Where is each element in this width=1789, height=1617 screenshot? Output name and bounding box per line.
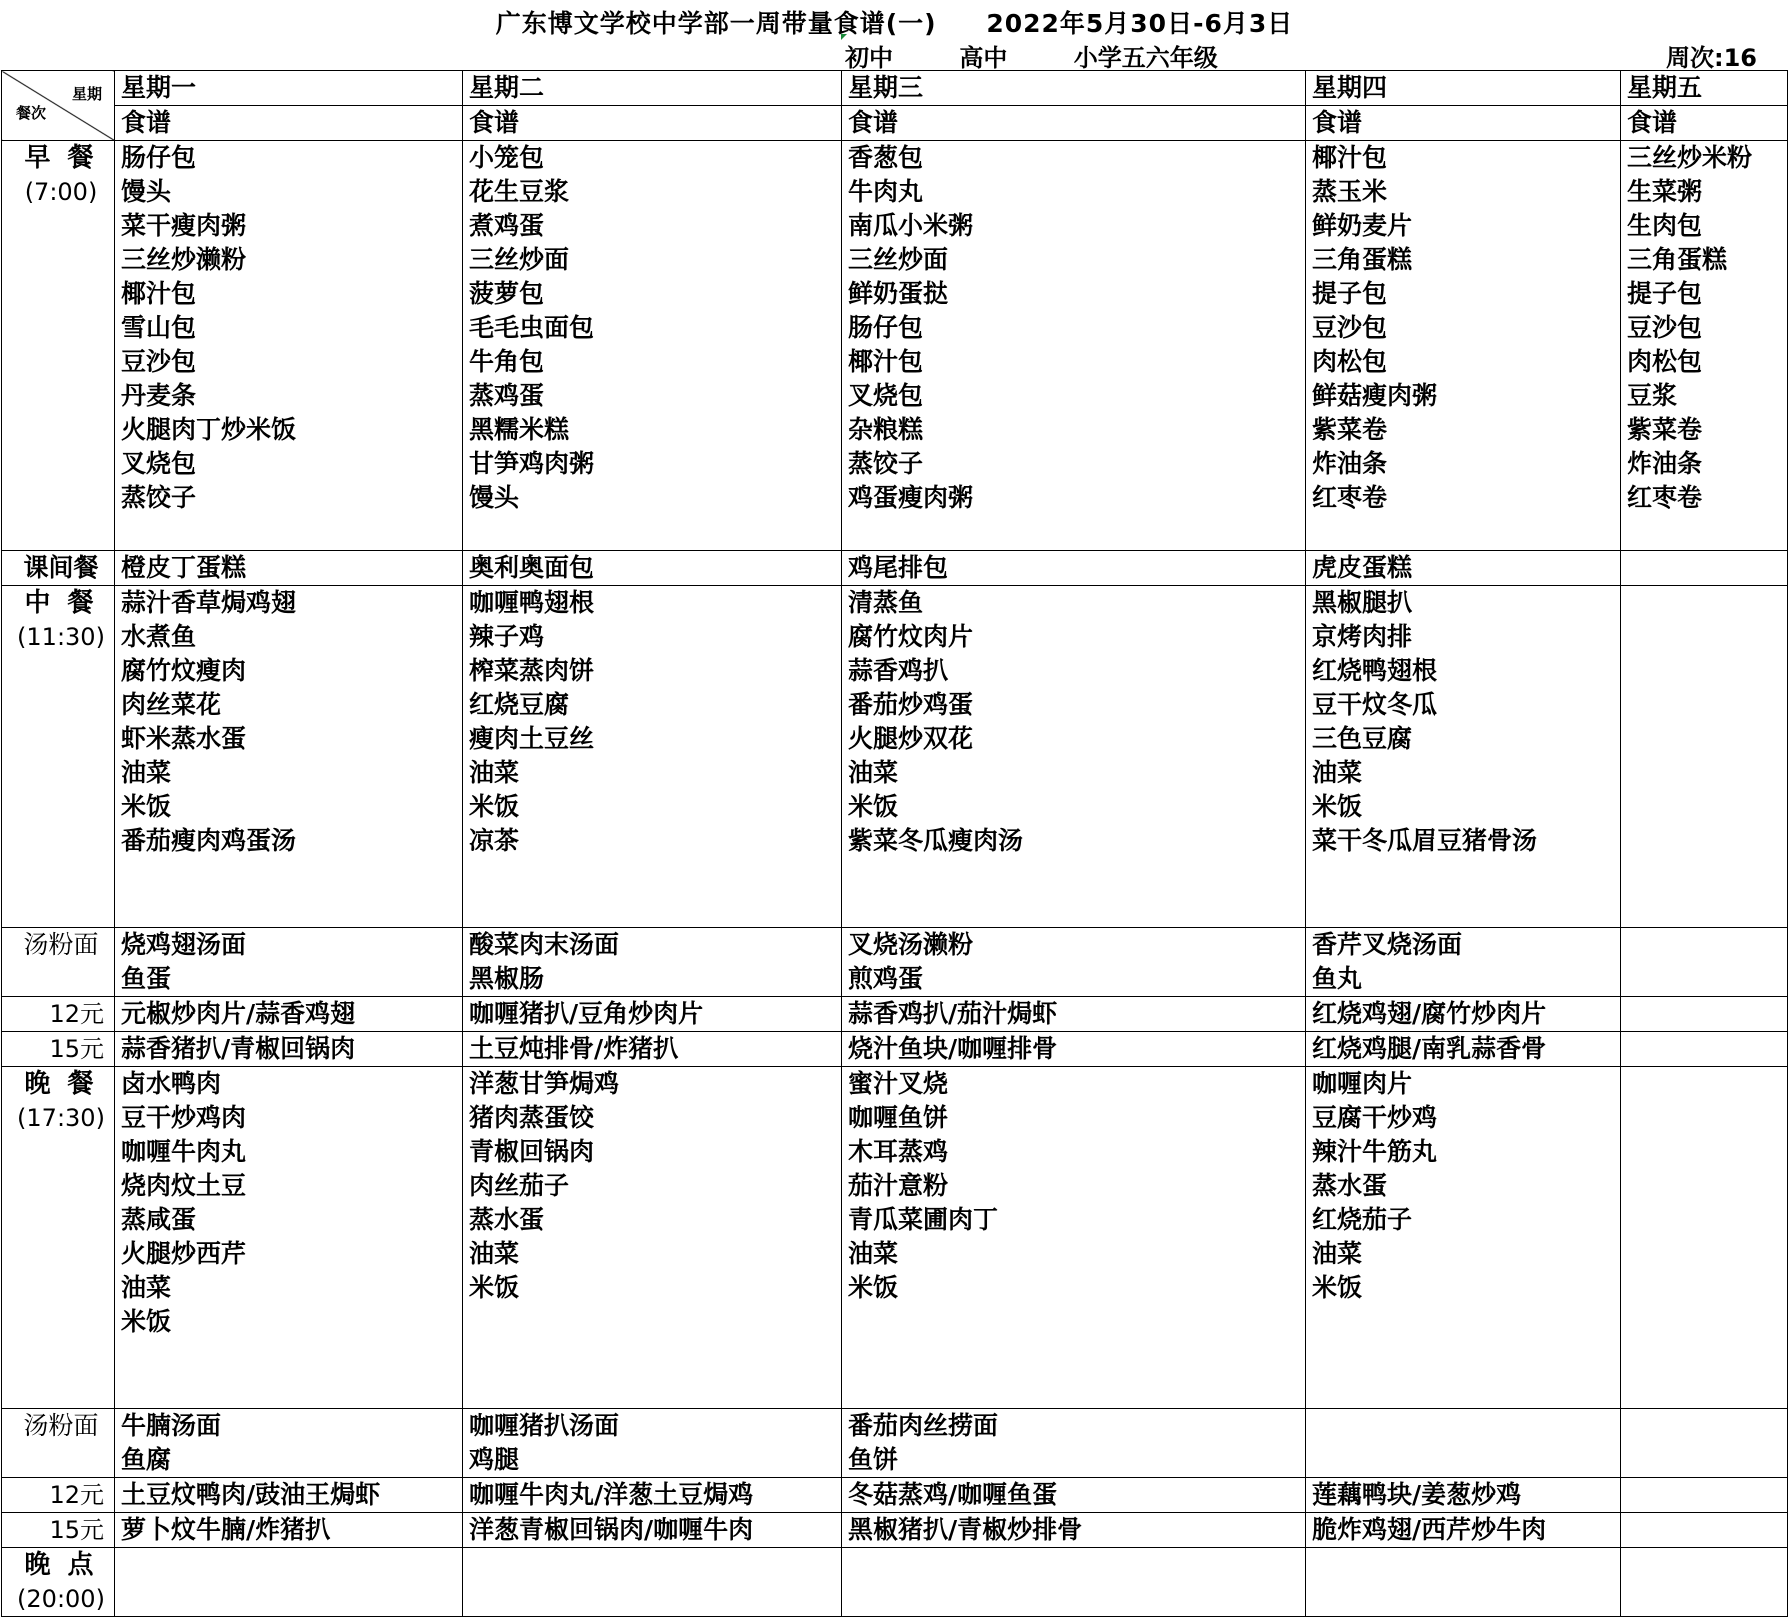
snack-cell — [1621, 551, 1788, 586]
dish-item: 鱼蛋 — [121, 964, 172, 993]
dish-item: 提子包 — [1627, 279, 1703, 308]
lunch-cell — [1306, 586, 1621, 928]
dish-item: 清蒸鱼 — [848, 588, 924, 617]
dish-item: 肠仔包 — [848, 313, 924, 342]
dish-item: 三角蛋糕 — [1627, 245, 1728, 274]
night-snack-cell — [115, 1548, 463, 1617]
dish-item: 榨菜蒸肉饼 — [469, 656, 595, 685]
dish-item: 卤水鸭肉 — [121, 1069, 222, 1098]
dish-item: 火腿炒双花 — [848, 724, 974, 753]
dish-item: 豆干炒鸡肉 — [121, 1103, 247, 1132]
dish-item: 猪肉蒸蛋饺 — [469, 1103, 595, 1132]
dish-item: 腐竹炆瘦肉 — [121, 656, 247, 685]
snack-label — [2, 551, 115, 586]
dish-item: 提子包 — [1312, 279, 1388, 308]
dish-item: 馒头 — [121, 177, 172, 206]
dinner-row — [2, 1067, 1788, 1409]
dish-item: 番茄炒鸡蛋 — [848, 690, 974, 719]
dish-item: 肉松包 — [1312, 347, 1388, 376]
dish-item: 香葱包 — [848, 143, 924, 172]
dinner-label — [2, 1067, 115, 1409]
dish-item: 椰汁包 — [1312, 143, 1388, 172]
dish-item: 蒸水蛋 — [1312, 1171, 1388, 1200]
grade-primary: 小学五六年级 — [1073, 44, 1218, 72]
dish-item: 煎鸡蛋 — [848, 964, 924, 993]
meal-name: 汤粉面 — [23, 1411, 99, 1440]
dish-item: 杂粮糕 — [848, 415, 924, 444]
dish-item: 鲜菇瘦肉粥 — [1312, 381, 1438, 410]
dish-item: 咖喱鱼饼 — [848, 1103, 949, 1132]
meal-name: 晚 餐 — [24, 1069, 98, 1099]
dish-item: 辣子鸡 — [469, 622, 545, 651]
dish-item: 菜干冬瓜眉豆猪骨汤 — [1312, 826, 1538, 855]
lunch-12yuan-row — [2, 997, 1788, 1032]
dish-item: 红烧鸭翅根 — [1312, 656, 1438, 685]
snack-cell: 虎皮蛋糕 — [1306, 551, 1621, 586]
dinner-12yuan-row — [2, 1478, 1788, 1513]
dish-item: 三色豆腐 — [1312, 724, 1413, 753]
dinner-15yuan-cell: 黑椒猪扒/青椒炒排骨 — [842, 1513, 1306, 1548]
dish-item: 蒸水蛋 — [469, 1205, 545, 1234]
dinner-15yuan-label — [2, 1513, 115, 1548]
recipe-label: 食谱 — [842, 106, 1306, 141]
lunch-12yuan-label — [2, 997, 115, 1032]
night-snack-label — [2, 1548, 115, 1617]
dish-item: 三丝炒濑粉 — [121, 245, 247, 274]
dish-item: 鱼腐 — [121, 1445, 172, 1474]
dish-item: 凉茶 — [469, 826, 520, 855]
recipe-label: 食谱 — [1621, 106, 1788, 141]
dish-item: 炸油条 — [1627, 449, 1703, 478]
breakfast-row — [2, 141, 1788, 551]
dinner-noodle-cell — [463, 1409, 842, 1478]
dish-item: 油菜 — [121, 758, 172, 787]
meal-name: 汤粉面 — [23, 930, 99, 959]
dish-item: 雪山包 — [121, 313, 197, 342]
dish-item: 黑椒腿扒 — [1312, 588, 1413, 617]
dinner-cell — [1621, 1067, 1788, 1409]
day-header-row — [2, 71, 1788, 106]
dish-item: 腐竹炆肉片 — [848, 622, 974, 651]
lunch-noodle-cell — [463, 928, 842, 997]
meal-name: 中 餐 — [24, 588, 98, 618]
dish-item: 米饭 — [1312, 1273, 1363, 1302]
breakfast-cell — [115, 141, 463, 551]
dish-item: 黑糯米糕 — [469, 415, 570, 444]
dinner-12yuan-cell: 冬菇蒸鸡/咖喱鱼蛋 — [842, 1478, 1306, 1513]
dinner-cell — [1306, 1067, 1621, 1409]
grade-senior: 高中 — [959, 44, 1008, 72]
lunch-noodle-cell — [1306, 928, 1621, 997]
dish-item: 米饭 — [1312, 792, 1363, 821]
dish-item: 生肉包 — [1627, 211, 1703, 240]
recipe-label: 食谱 — [463, 106, 842, 141]
dish-item: 咖喱肉片 — [1312, 1069, 1413, 1098]
day-friday: 星期五 — [1621, 71, 1788, 106]
dish-item: 豆腐干炒鸡 — [1312, 1103, 1438, 1132]
lunch-noodle-cell — [1621, 928, 1788, 997]
dinner-12yuan-cell — [1621, 1478, 1788, 1513]
lunch-label — [2, 586, 115, 928]
dish-item: 油菜 — [121, 1273, 172, 1302]
dish-item: 油菜 — [848, 758, 899, 787]
dish-item: 木耳蒸鸡 — [848, 1137, 949, 1166]
lunch-cell — [842, 586, 1306, 928]
dish-item: 花生豆浆 — [469, 177, 570, 206]
dish-item: 烧鸡翅汤面 — [121, 930, 247, 959]
dish-item: 鸡蛋瘦肉粥 — [848, 483, 974, 512]
dish-item: 菠萝包 — [469, 279, 545, 308]
meal-name: 早 餐 — [24, 143, 98, 173]
snack-row — [2, 551, 1788, 586]
dinner-15yuan-cell: 洋葱青椒回锅肉/咖喱牛肉 — [463, 1513, 842, 1548]
dish-item: 虾米蒸水蛋 — [121, 724, 247, 753]
dinner-12yuan-cell: 莲藕鸭块/姜葱炒鸡 — [1306, 1478, 1621, 1513]
dish-item: 红烧豆腐 — [469, 690, 570, 719]
lunch-12yuan-cell — [1621, 997, 1788, 1032]
dish-item: 瘦肉土豆丝 — [469, 724, 595, 753]
dish-item: 豆沙包 — [1312, 313, 1388, 342]
dish-item: 肠仔包 — [121, 143, 197, 172]
lunch-15yuan-cell: 烧汁鱼块/咖喱排骨 — [842, 1032, 1306, 1067]
dish-item: 青椒回锅肉 — [469, 1137, 595, 1166]
dish-item: 蒸饺子 — [848, 449, 924, 478]
snack-cell: 奥利奥面包 — [463, 551, 842, 586]
dish-item: 香芹叉烧汤面 — [1312, 930, 1463, 959]
lunch-15yuan-cell: 蒜香猪扒/青椒回锅肉 — [115, 1032, 463, 1067]
breakfast-label — [2, 141, 115, 551]
lunch-12yuan-cell: 蒜香鸡扒/茄汁焗虾 — [842, 997, 1306, 1032]
dish-item: 火腿肉丁炒米饭 — [121, 415, 297, 444]
page-title — [0, 4, 1789, 40]
night-snack-cell — [463, 1548, 842, 1617]
dish-item: 油菜 — [1312, 1239, 1363, 1268]
dish-item: 牛肉丸 — [848, 177, 924, 206]
dish-item: 番茄瘦肉鸡蛋汤 — [121, 826, 297, 855]
dinner-12yuan-label — [2, 1478, 115, 1513]
lunch-cell — [463, 586, 842, 928]
date-range: 2022年5月30日-6月3日 — [986, 9, 1294, 38]
lunch-12yuan-cell: 红烧鸡翅/腐竹炒肉片 — [1306, 997, 1621, 1032]
dinner-noodle-cell — [842, 1409, 1306, 1478]
dinner-cell — [115, 1067, 463, 1409]
dish-item: 米饭 — [121, 792, 172, 821]
dish-item: 紫菜冬瓜瘦肉汤 — [848, 826, 1024, 855]
dish-item: 咖喱牛肉丸 — [121, 1137, 247, 1166]
dinner-noodle-row — [2, 1409, 1788, 1478]
grade-line — [845, 38, 1276, 73]
dinner-noodle-cell — [1306, 1409, 1621, 1478]
corner-meal-label: 餐次 — [16, 104, 47, 122]
night-snack-cell — [1621, 1548, 1788, 1617]
day-wednesday: 星期三 — [842, 71, 1306, 106]
breakfast-cell — [1621, 141, 1788, 551]
dish-item: 叉烧包 — [848, 381, 924, 410]
dish-item: 牛腩汤面 — [121, 1411, 222, 1440]
dish-item: 油菜 — [848, 1239, 899, 1268]
dish-item: 鲜奶蛋挞 — [848, 279, 949, 308]
dish-item: 蒸鸡蛋 — [469, 381, 545, 410]
lunch-15yuan-cell — [1621, 1032, 1788, 1067]
dish-item: 青瓜菜圃肉丁 — [848, 1205, 999, 1234]
dish-item: 火腿炒西芹 — [121, 1239, 247, 1268]
meal-time: (20:00) — [17, 1585, 105, 1613]
dish-item: 三丝炒米粉 — [1627, 143, 1753, 172]
snack-cell: 鸡尾排包 — [842, 551, 1306, 586]
dish-item: 油菜 — [469, 1239, 520, 1268]
dinner-noodle-cell — [115, 1409, 463, 1478]
recipe-label: 食谱 — [115, 106, 463, 141]
dish-item: 蒸咸蛋 — [121, 1205, 197, 1234]
lunch-noodle-label — [2, 928, 115, 997]
dish-item: 南瓜小米粥 — [848, 211, 974, 240]
dish-item: 肉丝茄子 — [469, 1171, 570, 1200]
dish-item: 辣汁牛筋丸 — [1312, 1137, 1438, 1166]
dish-item: 米饭 — [121, 1307, 172, 1336]
dish-item: 炸油条 — [1312, 449, 1388, 478]
dish-item: 洋葱甘笋焗鸡 — [469, 1069, 620, 1098]
menu-title: 广东博文学校中学部一周带量食谱(一) — [495, 9, 937, 38]
meal-name: 课间餐 — [23, 553, 99, 582]
week-number: 周次:16 — [1666, 44, 1757, 72]
dish-item: 红枣卷 — [1627, 483, 1703, 512]
meal-name: 12元 — [49, 1000, 104, 1028]
night-snack-cell — [1306, 1548, 1621, 1617]
dish-item: 蜜汁叉烧 — [848, 1069, 949, 1098]
dish-item: 蒸玉米 — [1312, 177, 1388, 206]
dinner-12yuan-cell: 土豆炆鸭肉/豉油王焗虾 — [115, 1478, 463, 1513]
dish-item: 酸菜肉末汤面 — [469, 930, 620, 959]
lunch-15yuan-label — [2, 1032, 115, 1067]
dish-item: 番茄肉丝捞面 — [848, 1411, 999, 1440]
dish-item: 黑椒肠 — [469, 964, 545, 993]
dinner-15yuan-cell — [1621, 1513, 1788, 1548]
dish-item: 紫菜卷 — [1627, 415, 1703, 444]
dinner-15yuan-row — [2, 1513, 1788, 1548]
lunch-noodle-cell — [115, 928, 463, 997]
dish-item: 叉烧汤濑粉 — [848, 930, 974, 959]
lunch-row — [2, 586, 1788, 928]
grade-junior: 初中 — [845, 44, 893, 72]
lunch-cell — [1621, 586, 1788, 928]
recipe-label: 食谱 — [1306, 106, 1621, 141]
meal-time: (11:30) — [17, 623, 105, 651]
day-thursday: 星期四 — [1306, 71, 1621, 106]
dish-item: 米饭 — [469, 1273, 520, 1302]
dish-item: 蒜汁香草焗鸡翅 — [121, 588, 297, 617]
dish-item: 三丝炒面 — [848, 245, 949, 274]
dish-item: 水煮鱼 — [121, 622, 197, 651]
dish-item: 米饭 — [848, 1273, 899, 1302]
lunch-12yuan-cell: 咖喱猪扒/豆角炒肉片 — [463, 997, 842, 1032]
dish-item: 鱼丸 — [1312, 964, 1363, 993]
meal-name: 15元 — [49, 1035, 104, 1063]
dish-item: 生菜粥 — [1627, 177, 1703, 206]
dish-item: 豆干炆冬瓜 — [1312, 690, 1438, 719]
dish-item: 菜干瘦肉粥 — [121, 211, 247, 240]
dish-item: 红枣卷 — [1312, 483, 1388, 512]
night-snack-row — [2, 1548, 1788, 1617]
day-monday: 星期一 — [115, 71, 463, 106]
dish-item: 三丝炒面 — [469, 245, 570, 274]
lunch-15yuan-row — [2, 1032, 1788, 1067]
dinner-15yuan-cell: 萝卜炆牛腩/炸猪扒 — [115, 1513, 463, 1548]
day-tuesday: 星期二 — [463, 71, 842, 106]
dish-item: 茄汁意粉 — [848, 1171, 949, 1200]
menu-table — [1, 70, 1788, 1617]
breakfast-cell — [842, 141, 1306, 551]
dish-item: 蒜香鸡扒 — [848, 656, 949, 685]
breakfast-cell — [463, 141, 842, 551]
dish-item: 鸡腿 — [469, 1445, 520, 1474]
breakfast-cell — [1306, 141, 1621, 551]
night-snack-cell — [842, 1548, 1306, 1617]
dish-item: 米饭 — [469, 792, 520, 821]
lunch-noodle-row — [2, 928, 1788, 997]
dinner-noodle-label — [2, 1409, 115, 1478]
meal-name: 12元 — [49, 1481, 104, 1509]
dish-item: 咖喱猪扒汤面 — [469, 1411, 620, 1440]
dish-item: 油菜 — [1312, 758, 1363, 787]
dish-item: 椰汁包 — [121, 279, 197, 308]
dish-item: 烧肉炆土豆 — [121, 1171, 247, 1200]
dinner-12yuan-cell: 咖喱牛肉丸/洋葱土豆焗鸡 — [463, 1478, 842, 1513]
dish-item: 馒头 — [469, 483, 520, 512]
dinner-cell — [463, 1067, 842, 1409]
dish-item: 鲜奶麦片 — [1312, 211, 1413, 240]
dish-item: 米饭 — [848, 792, 899, 821]
meal-time: (17:30) — [17, 1104, 105, 1132]
snack-cell: 橙皮丁蛋糕 — [115, 551, 463, 586]
dish-item: 三角蛋糕 — [1312, 245, 1413, 274]
dish-item: 豆沙包 — [1627, 313, 1703, 342]
lunch-cell — [115, 586, 463, 928]
dish-item: 牛角包 — [469, 347, 545, 376]
lunch-15yuan-cell: 土豆炖排骨/炸猪扒 — [463, 1032, 842, 1067]
dinner-cell — [842, 1067, 1306, 1409]
dish-item: 紫菜卷 — [1312, 415, 1388, 444]
dish-item: 油菜 — [469, 758, 520, 787]
corner-cell — [2, 71, 115, 141]
dish-item: 叉烧包 — [121, 449, 197, 478]
dish-item: 豆浆 — [1627, 381, 1678, 410]
meal-time: (7:00) — [24, 178, 98, 206]
dish-item: 小笼包 — [469, 143, 545, 172]
dish-item: 甘笋鸡肉粥 — [469, 449, 595, 478]
lunch-12yuan-cell: 元椒炒肉片/蒜香鸡翅 — [115, 997, 463, 1032]
lunch-15yuan-cell: 红烧鸡腿/南乳蒜香骨 — [1306, 1032, 1621, 1067]
dinner-15yuan-cell: 脆炸鸡翅/西芹炒牛肉 — [1306, 1513, 1621, 1548]
dinner-noodle-cell — [1621, 1409, 1788, 1478]
lunch-noodle-cell — [842, 928, 1306, 997]
dish-item: 咖喱鸭翅根 — [469, 588, 595, 617]
recipe-label-row — [2, 106, 1788, 141]
corner-weekday-label: 星期 — [71, 85, 102, 103]
meal-name: 晚 点 — [24, 1550, 98, 1580]
dish-item: 煮鸡蛋 — [469, 211, 545, 240]
dish-item: 丹麦条 — [121, 381, 197, 410]
dish-item: 毛毛虫面包 — [469, 313, 595, 342]
dish-item: 京烤肉排 — [1312, 622, 1413, 651]
dish-item: 肉丝菜花 — [121, 690, 222, 719]
meal-name: 15元 — [49, 1516, 104, 1544]
dish-item: 肉松包 — [1627, 347, 1703, 376]
dish-item: 红烧茄子 — [1312, 1205, 1413, 1234]
dish-item: 椰汁包 — [848, 347, 924, 376]
dish-item: 豆沙包 — [121, 347, 197, 376]
dish-item: 蒸饺子 — [121, 483, 197, 512]
dish-item: 鱼饼 — [848, 1445, 899, 1474]
